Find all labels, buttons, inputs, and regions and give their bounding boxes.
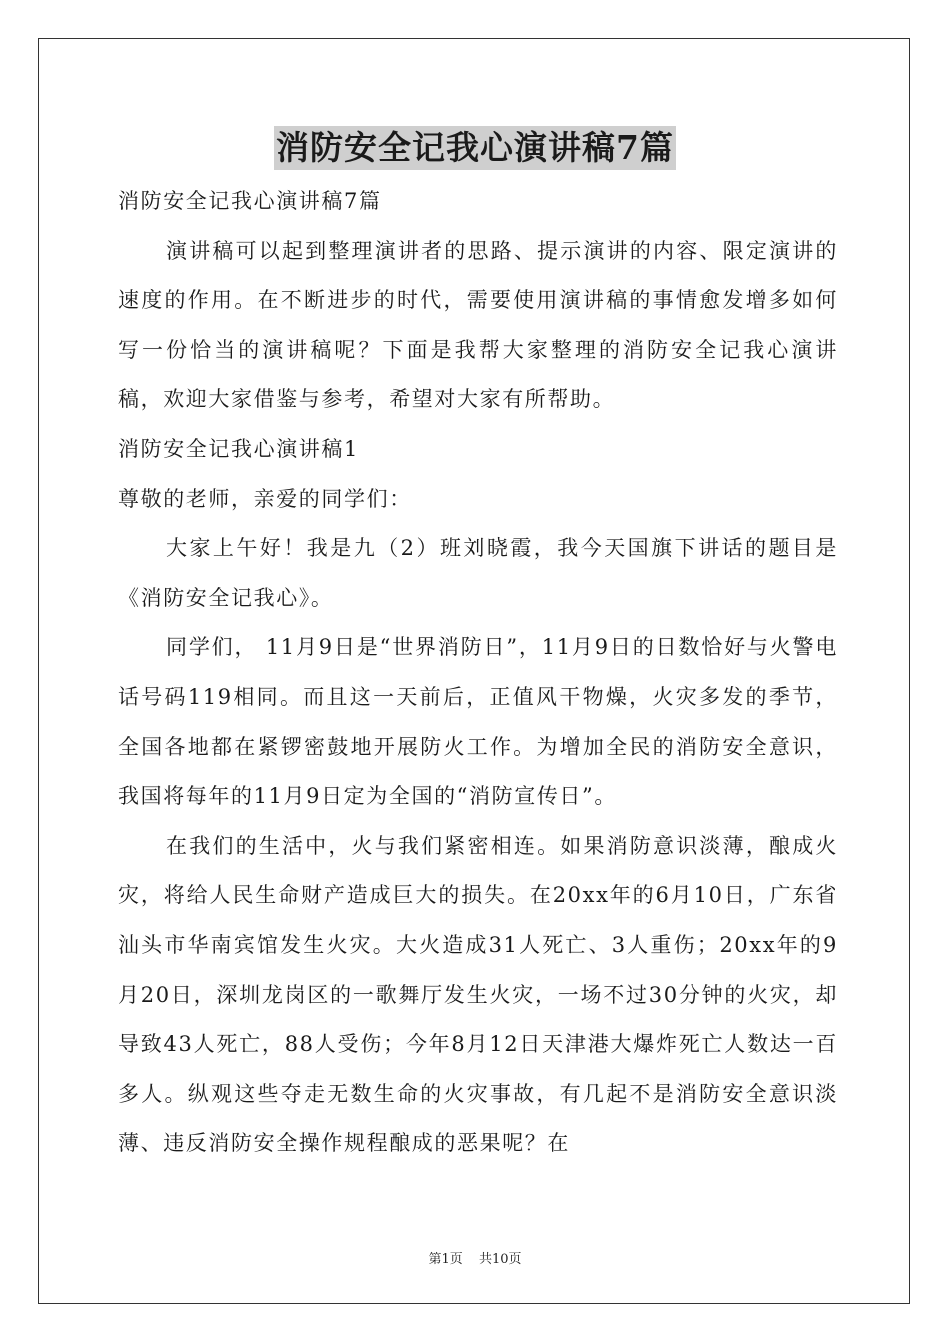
- document-title-container: [0, 126, 950, 170]
- paragraph: 在我们的生活中，火与我们紧密相连。如果消防意识淡薄，酿成火灾，将给人民生命财产造成巨大的损失。在20xx年的6月10日，广东省汕头市华南宾馆发生火灾。大火造成31人死亡、3人重伤；20xx年的9月20日，深圳龙岗区的一歌舞厅发生火灾，一场不过30分钟的火灾，却导致43人死亡，88人受伤；今年8月12日天津港大爆炸死亡人数达一百多人。纵观这些夺走无数生命的火灾事故，有几起不是消防安全意识淡薄、违反消防安全操作规程酿成的恶果呢？在: [118, 833, 838, 1156]
- paragraph: 消防安全记我心演讲稿7篇: [118, 189, 382, 213]
- document-body: [118, 177, 838, 1169]
- page-number: 第1页: [428, 1252, 463, 1267]
- salutation: 尊敬的老师，亲爱的同学们：: [118, 486, 412, 511]
- page-footer: [0, 1248, 950, 1267]
- paragraph: 同学们， 11月9日是“世界消防日”，11月9日的日数恰好与火警电话号码119相同。而且这一天前后，正值风干物燥，火灾多发的季节，全国各地都在紧锣密鼓地开展防火工作。为增加全民的消防安全意识，我国将每年的11月9日定为全国的“消防宣传日”。: [118, 635, 838, 809]
- page-total: 共10页: [478, 1252, 522, 1267]
- paragraph: 演讲稿可以起到整理演讲者的思路、提示演讲的内容、限定演讲的速度的作用。在不断进步的时代，需要使用演讲稿的事情愈发增多如何写一份恰当的演讲稿呢？下面是我帮大家整理的消防安全记我心演讲稿，欢迎大家借鉴与参考，希望对大家有所帮助。: [118, 238, 838, 412]
- section-heading: 消防安全记我心演讲稿1: [118, 436, 359, 461]
- document-title: 消防安全记我心演讲稿7篇: [274, 126, 676, 170]
- paragraph: 大家上午好！我是九（2）班刘晓霞，我今天国旗下讲话的题目是《消防安全记我心》。: [118, 536, 838, 610]
